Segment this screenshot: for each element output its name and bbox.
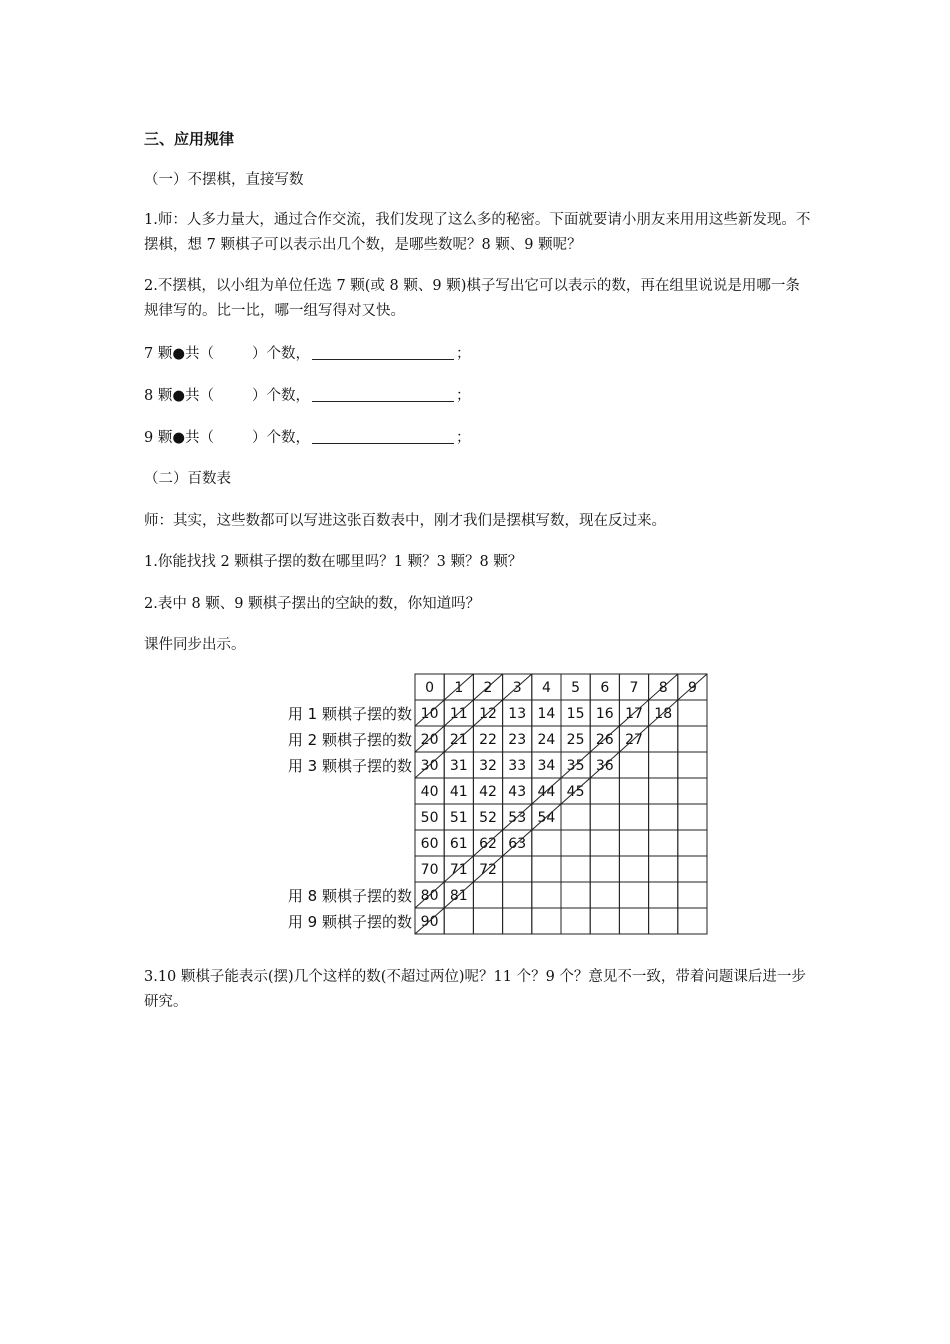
cell-number: 42	[479, 784, 497, 800]
cell-number: 36	[595, 758, 614, 774]
cell-number: 61	[449, 836, 468, 852]
cell-number: 53	[508, 810, 527, 826]
table-cell	[678, 778, 707, 804]
part2-heading: （二）百数表	[144, 471, 231, 487]
row-label: 用 1 颗棋子摆的数	[287, 705, 412, 723]
table-cell	[561, 830, 590, 856]
fill-middle: ）个数，	[252, 388, 310, 404]
table-cell	[473, 908, 502, 934]
question-3: 3.10 颗棋子能表示(摆)几个这样的数(不超过两位)呢？11 个？9 个？意见不一致，带着问题课后进一步研究。	[144, 969, 806, 1010]
table-cell	[590, 882, 619, 908]
cell-number: 13	[508, 706, 527, 722]
table-cell	[590, 804, 619, 830]
cell-number: 4	[541, 680, 551, 696]
cell-number: 16	[595, 706, 614, 722]
fill-middle: ）个数，	[252, 346, 310, 362]
fill-in-7	[144, 341, 814, 367]
table-cell	[649, 882, 678, 908]
cell-number: 26	[595, 732, 614, 748]
cell-number: 71	[449, 862, 468, 878]
fill-middle: ）个数，	[252, 430, 310, 446]
table-cell	[619, 882, 648, 908]
cell-number: 2	[483, 680, 493, 696]
cell-number: 22	[479, 732, 497, 748]
table-cell	[503, 856, 532, 882]
table-cell	[678, 804, 707, 830]
table-cell	[619, 804, 648, 830]
table-cell	[532, 856, 561, 882]
fill-end: ；	[456, 346, 471, 362]
cell-number: 34	[537, 758, 556, 774]
table-cell	[503, 882, 532, 908]
cell-number: 10	[420, 706, 439, 722]
table-cell	[678, 830, 707, 856]
cell-number: 7	[629, 680, 639, 696]
question-1: 1.你能找找 2 颗棋子摆的数在哪里吗？1 颗？3 颗？8 颗？	[144, 554, 523, 570]
cell-number: 20	[420, 732, 439, 748]
table-cell	[619, 856, 648, 882]
cell-number: 8	[658, 680, 668, 696]
cell-number: 60	[420, 836, 439, 852]
cell-number: 1	[454, 680, 464, 696]
cell-number: 3	[512, 680, 522, 696]
cell-number: 32	[479, 758, 497, 774]
paragraph-1: 1.师：人多力量大，通过合作交流，我们发现了这么多的秘密。下面就要请小朋友来用用这些新发现。不摆棋，想 7 颗棋子可以表示出几个数，是哪些数呢？8 颗、9 颗呢？	[144, 212, 811, 253]
table-cell	[649, 830, 678, 856]
cell-number: 35	[566, 758, 585, 774]
table-cell	[619, 908, 648, 934]
table-cell	[619, 830, 648, 856]
hundred-number-table	[270, 672, 715, 938]
table-cell	[444, 908, 473, 934]
cell-number: 41	[449, 784, 468, 800]
table-cell	[649, 856, 678, 882]
row-label: 用 3 颗棋子摆的数	[287, 757, 412, 775]
cell-number: 18	[654, 706, 673, 722]
cell-number: 24	[537, 732, 556, 748]
cell-number: 30	[420, 758, 439, 774]
cell-number: 50	[420, 810, 439, 826]
fill-end: ；	[456, 388, 471, 404]
part1-heading: （一）不摆棋，直接写数	[144, 172, 304, 188]
table-cell	[649, 804, 678, 830]
table-cell	[561, 908, 590, 934]
cell-number: 70	[420, 862, 439, 878]
cell-number: 44	[537, 784, 556, 800]
table-cell	[590, 856, 619, 882]
cell-number: 5	[571, 680, 581, 696]
part2-intro: 师：其实，这些数都可以写进这张百数表中，刚才我们是摆棋写数，现在反过来。	[144, 513, 666, 529]
fill-prefix: 9 颗●共（	[144, 430, 214, 446]
cell-number: 14	[537, 706, 556, 722]
table-cell	[473, 882, 502, 908]
table-cell	[678, 700, 707, 726]
fill-prefix: 7 颗●共（	[144, 346, 214, 362]
section-title: 三、应用规律	[144, 130, 235, 148]
table-cell	[649, 778, 678, 804]
cell-number: 51	[449, 810, 468, 826]
cell-number: 27	[625, 732, 643, 748]
table-cell	[503, 908, 532, 934]
cell-number: 21	[449, 732, 468, 748]
cell-number: 90	[420, 914, 439, 930]
cell-number: 17	[625, 706, 643, 722]
table-cell	[678, 856, 707, 882]
cell-number: 45	[566, 784, 585, 800]
table-cell	[619, 752, 648, 778]
cell-number: 11	[449, 706, 468, 722]
cell-number: 33	[508, 758, 527, 774]
table-cell	[590, 908, 619, 934]
cell-number: 9	[687, 680, 697, 696]
courseware-note: 课件同步出示。	[144, 637, 246, 653]
cell-number: 52	[479, 810, 497, 826]
table-cell	[561, 804, 590, 830]
table-cell	[649, 726, 678, 752]
fill-end: ；	[456, 430, 471, 446]
cell-number: 43	[508, 784, 527, 800]
cell-number: 23	[508, 732, 527, 748]
row-label: 用 9 颗棋子摆的数	[287, 913, 412, 931]
cell-number: 54	[537, 810, 556, 826]
table-cell	[561, 856, 590, 882]
table-cell	[678, 882, 707, 908]
table-cell	[590, 830, 619, 856]
table-cell	[678, 908, 707, 934]
cell-number: 15	[566, 706, 585, 722]
table-cell	[532, 908, 561, 934]
cell-number: 40	[420, 784, 439, 800]
table-cell	[649, 752, 678, 778]
paragraph-2: 2.不摆棋，以小组为单位任选 7 颗(或 8 颗、9 颗)棋子写出它可以表示的数，再在组里说说是用哪一条规律写的。比一比，哪一组写得对又快。	[144, 278, 800, 319]
table-cell	[649, 908, 678, 934]
answer-blank[interactable]	[312, 427, 454, 444]
cell-number: 6	[600, 680, 610, 696]
row-label: 用 8 颗棋子摆的数	[287, 887, 412, 905]
table-cell	[590, 778, 619, 804]
question-2: 2.表中 8 颗、9 颗棋子摆出的空缺的数，你知道吗？	[144, 596, 481, 612]
table-cell	[678, 752, 707, 778]
table-cell	[678, 726, 707, 752]
cell-number: 62	[479, 836, 497, 852]
cell-number: 31	[449, 758, 468, 774]
fill-prefix: 8 颗●共（	[144, 388, 214, 404]
cell-number: 72	[479, 862, 497, 878]
fill-in-9	[144, 425, 814, 451]
fill-in-8	[144, 383, 814, 409]
table-cell	[532, 830, 561, 856]
cell-number: 81	[449, 888, 468, 904]
cell-number: 63	[508, 836, 527, 852]
cell-number: 12	[479, 706, 497, 722]
table-cell	[532, 882, 561, 908]
cell-number: 0	[425, 680, 435, 696]
cell-number: 25	[566, 732, 585, 748]
answer-blank[interactable]	[312, 343, 454, 360]
answer-blank[interactable]	[312, 385, 454, 402]
row-label: 用 2 颗棋子摆的数	[287, 731, 412, 749]
table-cell	[619, 778, 648, 804]
table-cell	[561, 882, 590, 908]
cell-number: 80	[420, 888, 439, 904]
